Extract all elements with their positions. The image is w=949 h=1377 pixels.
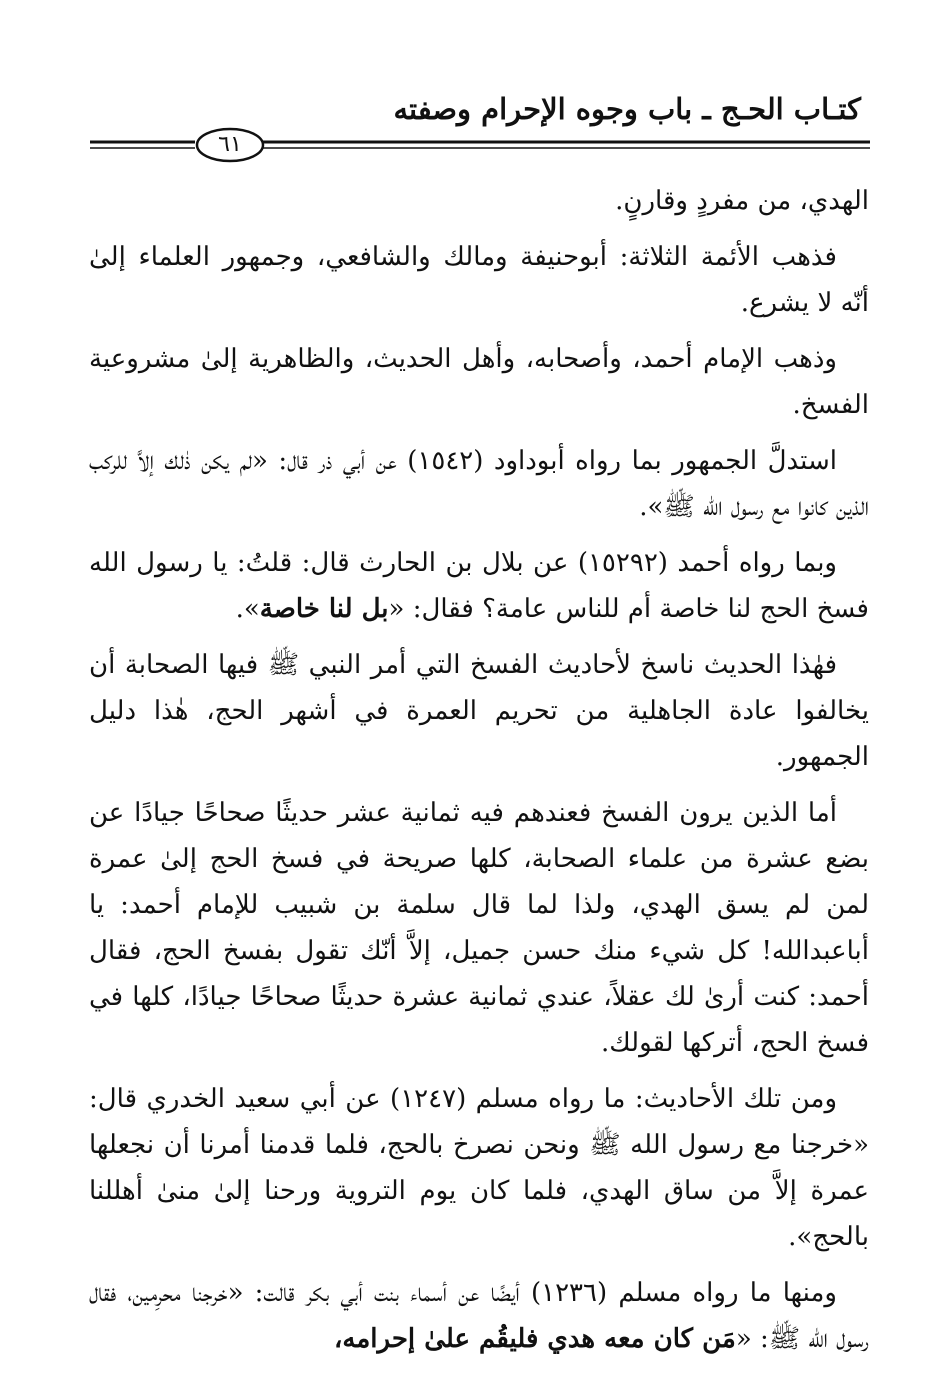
- running-header-title: كتـاب الحـج ـ باب وجوه الإحرام وصفته: [393, 92, 861, 126]
- paragraph: فهٰذا الحديث ناسخ لأحاديث الفسخ التي أمر النبي ﷺ فيها الصحابة أن يخالفوا عادة الجاهلية من تحريم العمرة في أشهر الحج، هٰذا دليل الجمهور.: [89, 650, 869, 772]
- paragraph: أما الذين يرون الفسخ فعندهم فيه ثمانية عشر حديثًا صحاحًا جيادًا عن بضع عشرة من علماء الصحابة، كلها صريحة في فسخ الحج إلىٰ عمرة لمن لم يسق الهدي، ولذا لما قال سلمة بن شبيب للإمام أحمد: يا أباعبدالله! كل شيء منك حسن جميل، إلاَّ أنّك تقول بفسخ الحج، فقال أحمد: كنت أرىٰ لك عقلاً، عندي ثمانية عشرة حديثًا صحاحًا جيادًا، كلها في فسخ الحج، أتركها لقولك.: [89, 798, 869, 1058]
- page-number: ٦١: [218, 132, 242, 157]
- paragraph: وذهب الإمام أحمد، وأصحابه، وأهل الحديث، والظاهرية إلىٰ مشروعية الفسخ.: [89, 344, 869, 420]
- paragraph: [89, 540, 869, 632]
- paragraph: الهدي، من مفردٍ وقارنٍ.: [615, 186, 869, 216]
- paragraph-text: ومنها ما رواه مسلم (١٢٣٦) أيضًا عن أسماء بنت أبي بكر قالت: «خرجنا محرِمين، فقال رسول الله ﷺ: «: [89, 1278, 869, 1354]
- paragraph: استدلَّ الجمهور بما رواه أبوداود (١٥٤٢) عن أبي ذر قال: «لم يكن ذٰلك إلاَّ للركب الذين كانوا مع رسول الله ﷺ».: [89, 446, 869, 522]
- paragraph-text: ».: [235, 594, 260, 624]
- body-text: [89, 178, 869, 1372]
- paragraph: فذهب الأئمة الثلاثة: أبوحنيفة ومالك والشافعي، وجمهور العلماء إلىٰ أنّه لا يشرع.: [89, 242, 869, 318]
- paragraph-text: وبما رواه أحمد (١٥٢٩٢) عن بلال بن الحارث قال: قلتُ: يا رسول الله فسخ الحج لنا خاصة أم للناس عامة؟ فقال: «: [89, 548, 869, 624]
- paragraph: ومن تلك الأحاديث: ما رواه مسلم (١٢٤٧) عن أبي سعيد الخدري قال: «خرجنا مع رسول الله ﷺ ونحن نصرخ بالحج، فلما قدمنا أمرنا أن نجعلها عمرة إلاَّ من ساق الهدي، فلما كان يوم التروية ورحنا إلىٰ منىٰ أهللنا بالحج».: [89, 1084, 869, 1252]
- paragraph: [89, 1270, 869, 1362]
- hadith-quote: مَن كان معه هدي فليقُم علىٰ إحرامه،: [334, 1324, 736, 1354]
- hadith-quote: بل لنا خاصة: [259, 594, 389, 624]
